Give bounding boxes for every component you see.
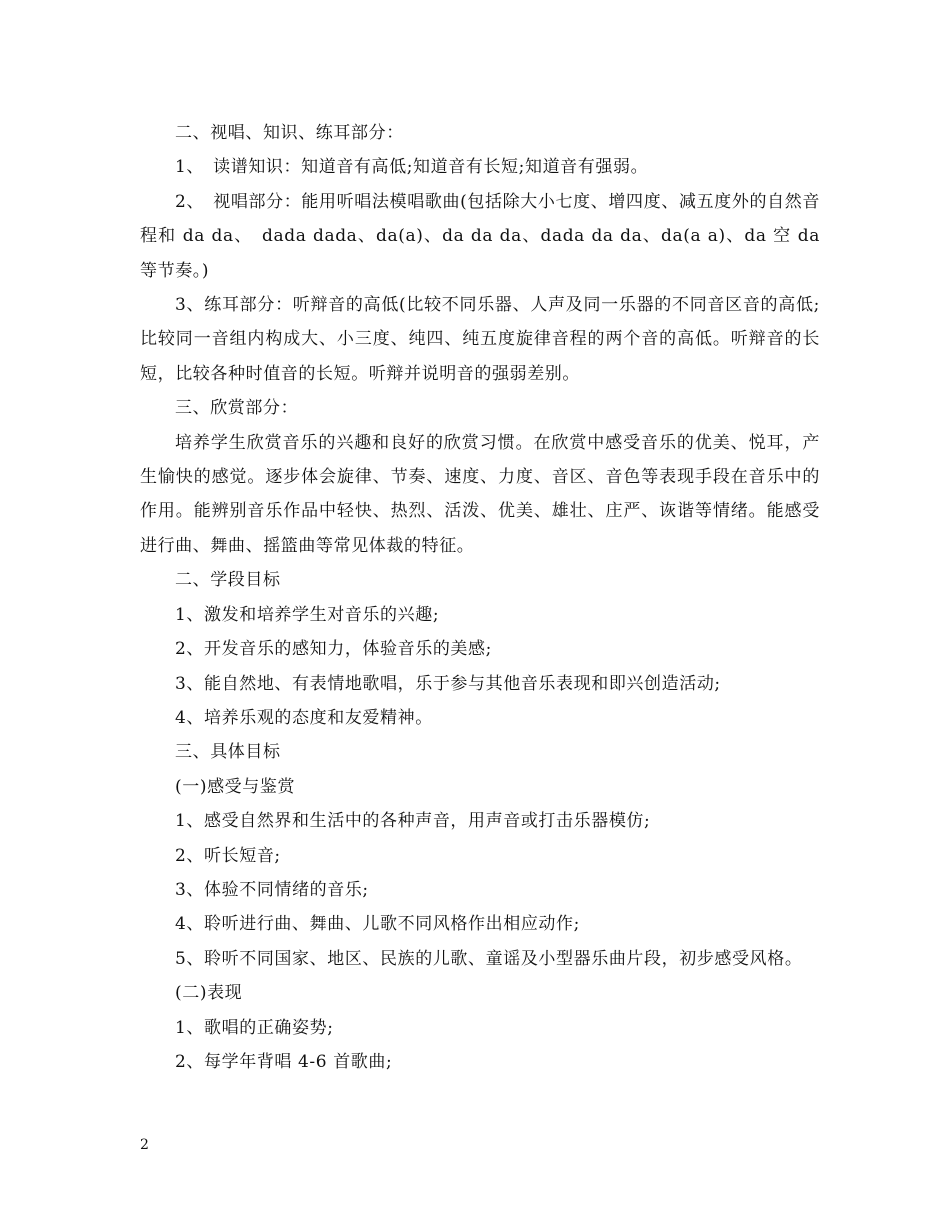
list-item: 1、感受自然界和生活中的各种声音，用声音或打击乐器模仿; [175, 811, 651, 832]
subsection-heading: (二)表现 [175, 983, 243, 1004]
document-body [140, 116, 820, 1079]
list-item: 2、每学年背唱 4-6 首歌曲; [175, 1051, 393, 1072]
list-item: 2、听长短音; [175, 845, 281, 866]
paragraph: 3、练耳部分：听辩音的高低(比较不同乐器、人声及同一乐器的不同音区音的高低;比较同一音组内构成大、小三度、纯四、纯五度旋律音程的两个音的高低。听辩音的长短，比较各种时值音的长短。听辩并说明音的强弱差别。 [140, 295, 820, 384]
list-item: 1、歌唱的正确姿势; [175, 1017, 334, 1038]
section-heading: 二、视唱、知识、练耳部分： [175, 123, 404, 143]
list-item: 1、激发和培养学生对音乐的兴趣; [175, 604, 440, 625]
section-heading: 三、欣赏部分： [175, 398, 299, 419]
list-item: 4、聆听进行曲、舞曲、儿歌不同风格作出相应动作; [175, 914, 580, 935]
paragraph: 1、 读谱知识：知道音有高低;知道音有长短;知道音有强弱。 [175, 157, 649, 178]
page-number: 2 [140, 1137, 149, 1153]
list-item: 2、开发音乐的感知力，体验音乐的美感; [175, 639, 492, 660]
subsection-heading: (一)感受与鉴赏 [175, 776, 296, 797]
list-item: 3、能自然地、有表情地歌唱，乐于参与其他音乐表现和即兴创造活动; [175, 673, 721, 694]
paragraph: 2、 视唱部分：能用听唱法模唱歌曲(包括除大小七度、增四度、减五度外的自然音程和 da da、 dada dada、da(a)、da da da、dada da da、da(a a)、da 空 da 等节奏。) [140, 191, 820, 281]
list-item: 4、培养乐观的态度和友爱精神。 [175, 707, 433, 728]
list-item: 3、体验不同情绪的音乐; [175, 879, 369, 900]
section-heading: 三、具体目标 [175, 742, 281, 763]
section-heading: 二、学段目标 [175, 570, 281, 591]
list-item: 5、聆听不同国家、地区、民族的儿歌、童谣及小型器乐曲片段，初步感受风格。 [175, 948, 803, 969]
paragraph: 培养学生欣赏音乐的兴趣和良好的欣赏习惯。在欣赏中感受音乐的优美、悦耳，产生愉快的感觉。逐步体会旋律、节奏、速度、力度、音区、音色等表现手段在音乐中的作用。能辨别音乐作品中轻快、热烈、活泼、优美、雄壮、庄严、诙谐等情绪。能感受进行曲、舞曲、摇篮曲等常见体裁的特征。 [140, 432, 820, 556]
